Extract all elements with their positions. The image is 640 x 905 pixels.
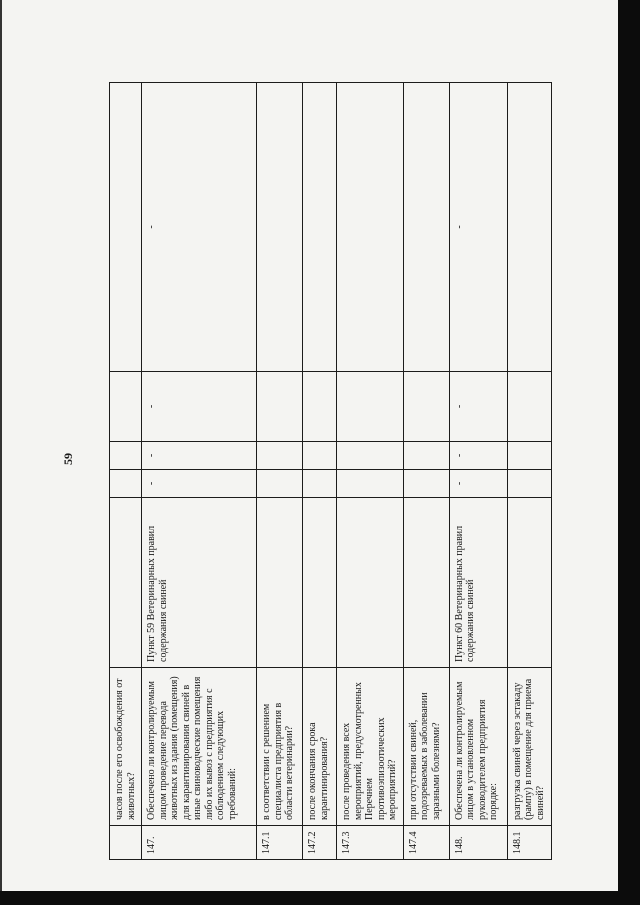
row-cell [257,442,303,470]
row-cell [507,83,551,372]
row-reference [303,498,337,668]
row-cell [337,372,404,442]
row-number: 148. [449,826,507,860]
row-cell [303,470,337,498]
row-cell [403,83,449,372]
row-cell [303,442,337,470]
row-cell [507,470,551,498]
row-cell: - [142,372,257,442]
row-reference: Пункт 59 Ветеринарных правил содержания свиней [142,498,257,668]
row-cell: - [449,442,507,470]
table-row [110,83,142,860]
table-row [303,83,337,860]
row-question: после окончания срока карантинирования? [303,668,337,826]
row-question: при отсутствии свиней, подозреваемых в заболевании заразными болезнями? [403,668,449,826]
row-cell [403,470,449,498]
row-cell [337,442,404,470]
row-reference [403,498,449,668]
row-question: в соответствии с решением специалиста предприятия в области ветеринарии? [257,668,303,826]
row-number: 147. [142,826,257,860]
row-cell [110,83,142,372]
row-cell [110,372,142,442]
row-cell: - [142,470,257,498]
row-number [110,826,142,860]
table-row [507,83,551,860]
row-reference [110,498,142,668]
row-question: Обеспечено ли контролируемым лицом проведение перевода животных из здания (помещения) для карантинирования свиней в иные свиноводческие помещения либо их вывоз с предприятия с соблюдением следующих требований: [142,668,257,826]
row-cell [303,372,337,442]
row-cell [257,372,303,442]
row-number: 147.4 [403,826,449,860]
row-question: Обеспечена ли контролируемым лицом в установленном руководителем предприятия порядке: [449,668,507,826]
row-cell [110,470,142,498]
checklist-table [109,82,552,860]
table-row [142,83,257,860]
row-cell [257,470,303,498]
row-cell [337,83,404,372]
row-question: разгрузка свиней через эстакаду (рампу) в помещение для приема свиней? [507,668,551,826]
row-cell [403,372,449,442]
table-row [449,83,507,860]
row-reference [507,498,551,668]
row-cell: - [449,83,507,372]
row-cell: - [449,372,507,442]
row-reference [337,498,404,668]
row-number: 148.1 [507,826,551,860]
rotated-table-wrapper [109,83,546,860]
row-cell [110,442,142,470]
row-cell [507,372,551,442]
row-cell: - [449,470,507,498]
row-cell: - [142,83,257,372]
row-cell [337,470,404,498]
row-cell [303,83,337,372]
row-cell: - [142,442,257,470]
row-number: 147.3 [337,826,404,860]
row-cell [403,442,449,470]
row-cell [507,442,551,470]
row-question: часов после его освобождения от животных? [110,668,142,826]
table-row [337,83,404,860]
page-number: 59 [61,453,75,465]
row-cell [257,83,303,372]
scan-edge-bottom [0,891,640,905]
document-sheet [109,83,546,860]
table-row [257,83,303,860]
row-number: 147.1 [257,826,303,860]
row-question: после проведения всех мероприятий, предусмотренных Перечнем противоэпизоотических мероприятий? [337,668,404,826]
table-row [403,83,449,860]
row-reference: Пункт 60 Ветеринарных правил содержания свиней [449,498,507,668]
scan-edge-left [0,0,2,905]
row-reference [257,498,303,668]
scan-edge-right [618,0,640,905]
row-number: 147.2 [303,826,337,860]
